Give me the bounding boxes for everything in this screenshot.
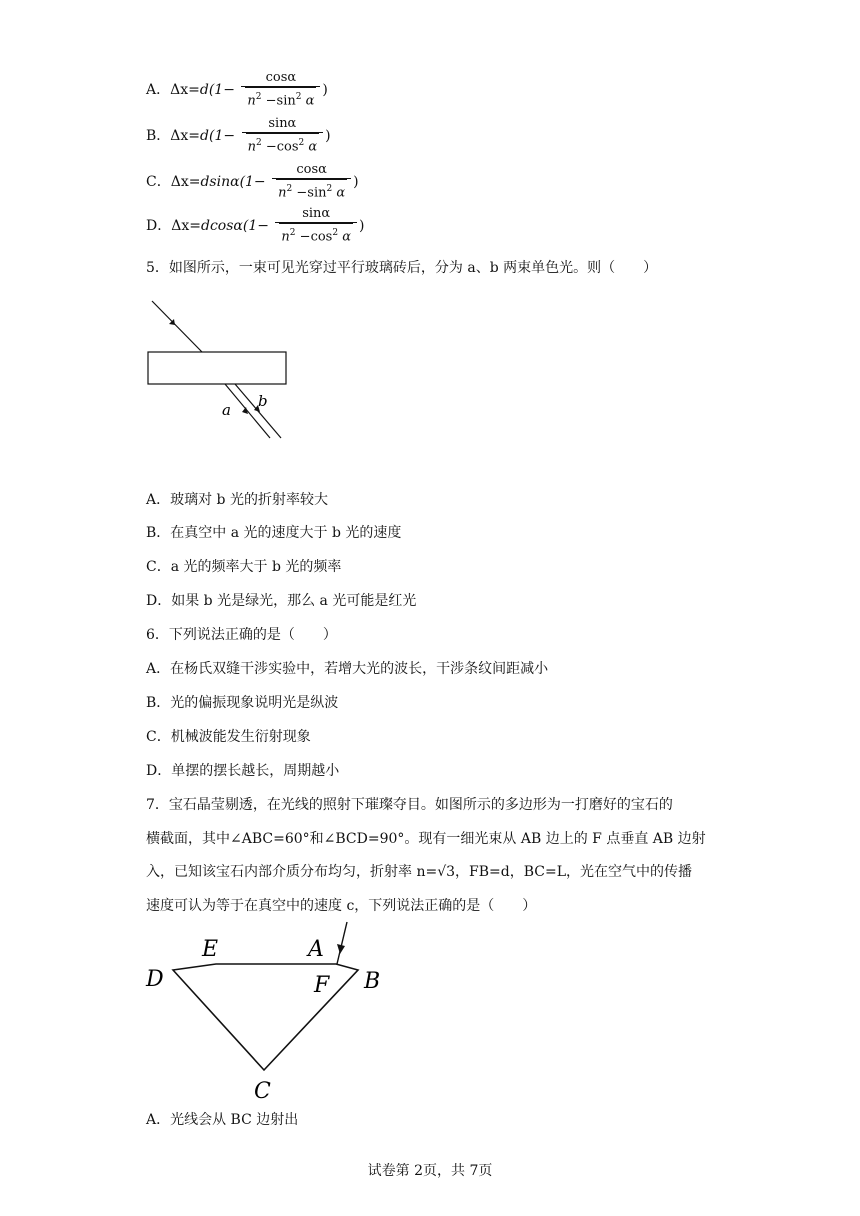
q4-option-a: A．Δx=d(1− $\frac{\cos\alpha}{n^2 -\sin^2 \alpha}$ )	[146, 70, 328, 109]
label-A: A	[308, 937, 324, 962]
q5-figure	[140, 295, 310, 445]
q4-option-c: C．Δx=dsinα(1− $\frac{\cos\alpha}{n^2 -\sin^2 \alpha}$ )	[146, 162, 359, 201]
q7-option-a: A．光线会从 BC 边射出	[146, 1112, 299, 1128]
q5-stem: 5．如图所示，一束可见光穿过平行玻璃砖后，分为 a、b 两束单色光。则（ ）	[146, 260, 658, 276]
q5-option-b: B．在真空中 a 光的速度大于 b 光的速度	[146, 525, 402, 541]
page-footer: 试卷第 2页，共 7页	[367, 1163, 493, 1179]
label-b: b	[258, 392, 268, 410]
q5-option-d: D．如果 b 光是绿光，那么 a 光可能是红光	[146, 593, 417, 609]
q7-stem-line-1: 7．宝石晶莹剔透，在光线的照射下璀璨夺目。如图所示的多边形为一打磨好的宝石的	[146, 797, 673, 813]
label-D: D	[146, 967, 164, 992]
q6-option-d: D．单摆的摆长越长，周期越小	[146, 763, 340, 779]
gem-cross-section	[173, 964, 358, 1070]
q7-stem-line-4: 速度可认为等于在真空中的速度 c，下列说法正确的是（ ）	[146, 898, 537, 914]
label-B: B	[364, 969, 381, 994]
q6-option-c: C．机械波能发生衍射现象	[146, 729, 311, 745]
q6-option-a: A．在杨氏双缝干涉实验中，若增大光的波长，干涉条纹间距减小	[146, 661, 549, 677]
incident-arrow	[337, 944, 345, 954]
q7-stem-line-3: 入，已知该宝石内部介质分布均匀，折射率 n=√3，FB=d，BC=L，光在空气中的传播	[146, 864, 693, 880]
label-F: F	[314, 973, 330, 998]
label-a: a	[222, 401, 231, 419]
label-C: C	[254, 1079, 271, 1103]
q6-option-b: B．光的偏振现象说明光是纵波	[146, 695, 339, 711]
incident-ray	[337, 922, 347, 964]
q4-option-b: B．Δx=d(1− $\frac{\sin\alpha}{n^2 -\cos^2 \alpha}$ )	[146, 116, 331, 155]
q7-figure	[140, 918, 400, 1103]
q5-option-a: A．玻璃对 b 光的折射率较大	[146, 492, 328, 508]
q4-option-d: D．Δx=dcosα(1− $\frac{\sin\alpha}{n^2 -\cos^2 \alpha}$ )	[146, 206, 365, 245]
label-E: E	[202, 937, 219, 962]
q6-stem: 6．下列说法正确的是（ ）	[146, 627, 337, 643]
glass-slab	[148, 352, 286, 384]
incident-ray	[152, 301, 202, 352]
q5-option-c: C．a 光的频率大于 b 光的频率	[146, 559, 342, 575]
q7-stem-line-2: 横截面，其中∠ABC=60°和∠BCD=90°。现有一细光束从 AB 边上的 F 点垂直 AB 边射	[146, 831, 706, 847]
